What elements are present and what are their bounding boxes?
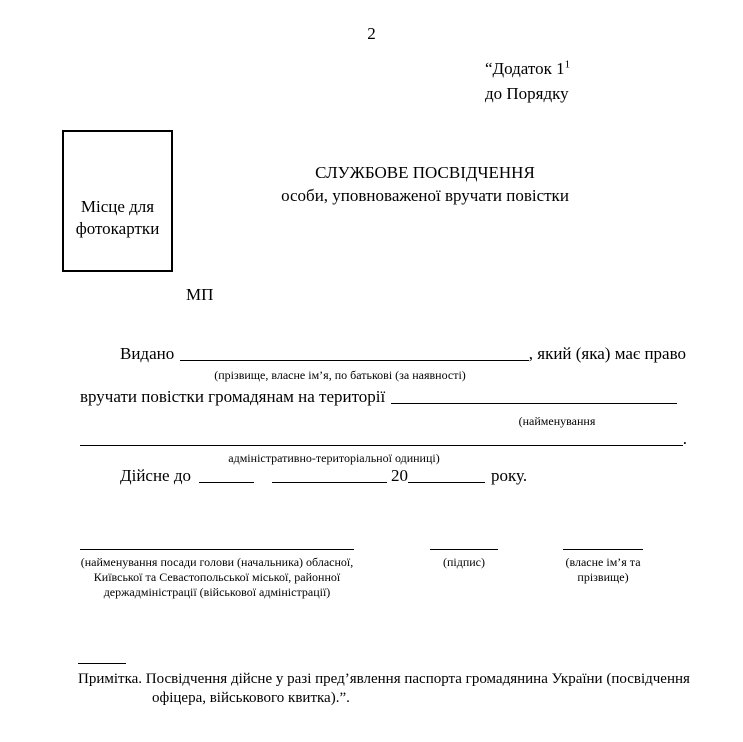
footnote-divider <box>78 663 126 664</box>
appendix-line2: до Порядку <box>485 84 569 103</box>
blank-full-name-line <box>180 346 529 361</box>
issued-label: Видано <box>120 344 175 363</box>
title-line1: СЛУЖБОВЕ ПОСВІДЧЕННЯ <box>315 163 535 182</box>
note-line2: офіцера, військового квитка).”. <box>152 690 350 706</box>
name-caption-line1: (власне ім’я та <box>565 555 641 569</box>
photo-placeholder-box <box>62 130 173 272</box>
issued-caption: (прізвище, власне ім’я, по батькові (за наявності) <box>214 368 466 382</box>
territory-continuation-line <box>80 429 687 449</box>
signature-column-position <box>80 549 354 600</box>
territory-end-period: . <box>682 429 687 448</box>
territory-caption-bottom: адміністративно-територіальної одиниці) <box>228 451 440 465</box>
signature-column-signature <box>430 549 498 570</box>
validity-label: Дійсне до <box>120 466 192 485</box>
signature-line-name <box>563 549 643 550</box>
blank-valid-month-line <box>272 468 387 483</box>
photo-placeholder-line1: Місце для <box>80 197 155 216</box>
name-caption-line2: прізвище) <box>577 570 629 584</box>
note-block <box>78 670 708 708</box>
blank-valid-day-line <box>199 468 254 483</box>
issued-suffix: , який (яка) має право <box>528 344 686 363</box>
territory-text: вручати повістки громадянам на території <box>80 387 386 406</box>
territory-line <box>80 387 677 407</box>
position-caption-line1: (найменування посади голови (начальника) обласної, <box>80 555 354 569</box>
validity-suffix: року. <box>491 466 528 485</box>
page-number: 2 <box>367 24 376 43</box>
validity-line <box>80 466 527 486</box>
blank-territory-continued-line <box>80 431 683 446</box>
validity-century: 20 <box>391 466 409 485</box>
stamp-mark: МП <box>186 285 214 304</box>
blank-valid-year-line <box>408 468 485 483</box>
signature-caption: (підпис) <box>442 555 486 569</box>
territory-caption-top: (найменування <box>518 414 596 428</box>
appendix-line1-text: “Додаток 1 <box>485 59 565 78</box>
signature-line-position <box>80 549 354 550</box>
issued-line <box>80 344 686 364</box>
signature-column-name <box>563 549 643 585</box>
signature-line-signature <box>430 549 498 550</box>
title-line2: особи, уповноваженої вручати повістки <box>281 186 569 205</box>
document-title <box>175 161 675 207</box>
note-line1: Примітка. Посвідчення дійсне у разі пред’явлення паспорта громадянина України (посвідчення <box>78 671 690 687</box>
position-caption-line3: держадміністрації (військової адміністрації) <box>103 585 331 599</box>
photo-placeholder-line2: фотокартки <box>75 219 160 238</box>
appendix-heading <box>485 56 570 106</box>
position-caption-line2: Київської та Севастопольської міської, районної <box>93 570 341 584</box>
appendix-line1 <box>485 56 570 81</box>
appendix-footnote-ref: 1 <box>564 58 571 71</box>
blank-territory-name-line <box>391 389 677 404</box>
